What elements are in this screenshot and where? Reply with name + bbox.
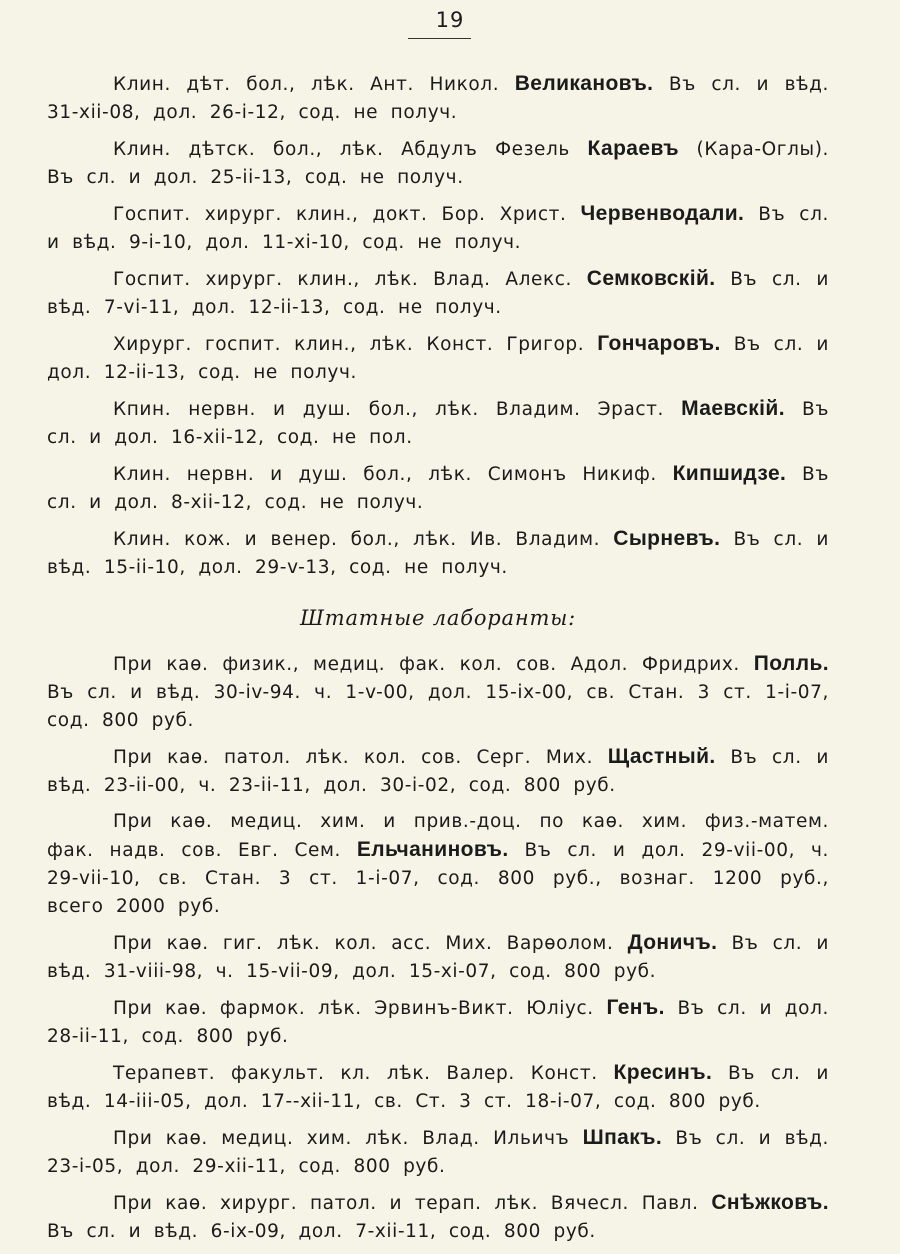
entry-position-text: Хирург. госпит. клин., лѣк. Конст. Григор.	[113, 334, 598, 355]
entry-position-text: При каѳ. медиц. хим. и прив.-доц. по каѳ. хим. физ.-матем. фак. надв. сов. Евг. Сем.	[47, 811, 829, 861]
entry-service-text: (Кара-Оглы). Въ сл. и дол. 25-ii-13, сод. не получ.	[47, 139, 829, 188]
entry-paragraph	[47, 460, 829, 517]
person-surname: Снѣжковъ.	[711, 1191, 829, 1214]
page-text	[47, 70, 829, 1254]
entry-position-text: При каѳ. физик., медиц. фак. кол. сов. Адол. Фридрих.	[113, 654, 754, 675]
entry-service-text: Въ сл. и вѣд. 6-ix-09, дол. 7-xii-11, сод. 800 руб.	[47, 1221, 596, 1242]
entry-service-text: Въ сл. и дол. 16-xii-12, сод. не пол.	[47, 399, 829, 448]
entry-paragraph	[47, 929, 829, 986]
entry-paragraph	[47, 70, 829, 127]
entry-position-text: При каѳ. хирург. патол. и терап. лѣк. Вячесл. Павл.	[113, 1193, 712, 1214]
section-heading: Штатные лаборанты:	[300, 606, 576, 630]
entry-position-text: Клин. дѣтск. бол., лѣк. Абдулъ Фезель	[113, 139, 588, 160]
page-number-rule	[408, 38, 471, 39]
page-number: 19	[435, 8, 465, 32]
entry-position-text: При каѳ. патол. лѣк. кол. сов. Серг. Мих.	[113, 747, 608, 768]
entry-paragraph	[47, 200, 829, 257]
entry-paragraph	[47, 395, 829, 452]
entry-position-text: При каѳ. фармок. лѣк. Эрвинъ-Викт. Юліус.	[113, 998, 607, 1019]
entry-service-text: Въ сл. и дол. 12-ii-13, сод. не получ.	[47, 334, 829, 383]
person-surname: Щастный.	[607, 745, 716, 768]
entry-position-text: Госпит. хирург. клин., докт. Бор. Христ.	[113, 204, 581, 225]
person-surname: Ельчаниновъ.	[356, 838, 509, 861]
entry-paragraph	[47, 330, 829, 387]
entry-position-text: При каѳ. гиг. лѣк. кол. асс. Мих. Варѳолом.	[113, 933, 628, 954]
person-surname: Гончаровъ.	[597, 332, 721, 355]
entry-paragraph	[47, 994, 829, 1051]
entry-service-text: Въ сл. и дол. 29-vii-00, ч. 29-vii-10, св. Стан. 3 ст. 1-i-07, сод. 800 руб., вознаг. 1200 руб., всего 2000 руб.	[47, 840, 829, 917]
entry-position-text: Клин. дѣт. бол., лѣк. Ант. Никол.	[113, 74, 515, 95]
entry-position-text: Терапевт. факульт. кл. лѣк. Валер. Конст.	[113, 1063, 614, 1084]
entry-paragraph	[47, 1124, 829, 1181]
entry-paragraph	[47, 135, 829, 192]
person-surname: Полль.	[753, 652, 829, 675]
entry-service-text: Въ сл. и вѣд. 31-viii-98, ч. 15-vii-09, дол. 15-xi-07, сод. 800 руб.	[47, 933, 829, 982]
entry-service-text: Въ сл. и вѣд. 15-ii-10, дол. 29-v-13, сод. не получ.	[47, 529, 829, 578]
entry-service-text: Въ сл. и вѣд. 23-i-05, дол. 29-xii-11, сод. 800 руб.	[47, 1128, 829, 1177]
entry-service-text: Въ сл. и вѣд. 31-xii-08, дол. 26-i-12, сод. не получ.	[47, 74, 830, 123]
entry-position-text: Госпит. хирург. клин., лѣк. Влад. Алекс.	[113, 269, 587, 290]
person-surname: Кипшидзе.	[672, 462, 787, 485]
entry-service-text: Въ сл. и вѣд. 9-i-10, дол. 11-xi-10, сод. не получ.	[47, 204, 829, 253]
entry-paragraph	[47, 1189, 829, 1246]
person-surname: Кресинъ.	[613, 1061, 713, 1084]
entry-service-text: Въ сл. и дол. 8-xii-12, сод. не получ.	[47, 464, 829, 513]
entry-paragraph	[47, 743, 829, 800]
entry-paragraph	[47, 1059, 829, 1116]
person-surname: Доничъ.	[627, 931, 718, 954]
entry-service-text: Въ сл. и вѣд. 23-ii-00, ч. 23-ii-11, дол. 30-i-02, сод. 800 руб.	[47, 747, 829, 796]
entry-paragraph	[47, 808, 829, 921]
entry-position-text: Клин. кож. и венер. бол., лѣк. Ив. Владим.	[113, 529, 614, 550]
person-surname: Караевъ	[587, 137, 679, 160]
clinic-entries	[47, 70, 829, 582]
entry-position-text: Клин. нервн. и душ. бол., лѣк. Симонъ Никиф.	[113, 464, 673, 485]
person-surname: Сырневъ.	[613, 527, 721, 550]
lab-entries	[47, 650, 829, 1246]
person-surname: Маевскій.	[681, 397, 785, 420]
entry-service-text: Въ сл. и вѣд. 30-iv-94. ч. 1-v-00, дол. 15-ix-00, св. Стан. 3 ст. 1-i-07, сод. 800 руб.	[47, 682, 829, 731]
person-surname: Семковскій.	[586, 267, 716, 290]
entry-paragraph	[47, 650, 829, 735]
entry-service-text: Въ сл. и вѣд. 14-iii-05, дол. 17--xii-11, св. Ст. 3 ст. 18-i-07, сод. 800 руб.	[47, 1063, 829, 1112]
person-surname: Червенводали.	[580, 202, 745, 225]
person-surname: Великановъ.	[514, 72, 654, 95]
entry-paragraph	[47, 265, 829, 322]
entry-service-text: Въ сл. и дол. 28-ii-11, сод. 800 руб.	[47, 998, 829, 1047]
person-surname: Генъ.	[606, 996, 665, 1019]
entry-paragraph	[47, 525, 829, 582]
entry-position-text: При каѳ. медиц. хим. лѣк. Влад. Ильичъ	[113, 1128, 583, 1149]
entry-service-text: Въ сл. и вѣд. 7-vi-11, дол. 12-ii-13, сод. не получ.	[47, 269, 829, 318]
person-surname: Шпакъ.	[582, 1126, 663, 1149]
entry-position-text: Кпин. нервн. и душ. бол., лѣк. Владим. Эраст.	[113, 399, 682, 420]
